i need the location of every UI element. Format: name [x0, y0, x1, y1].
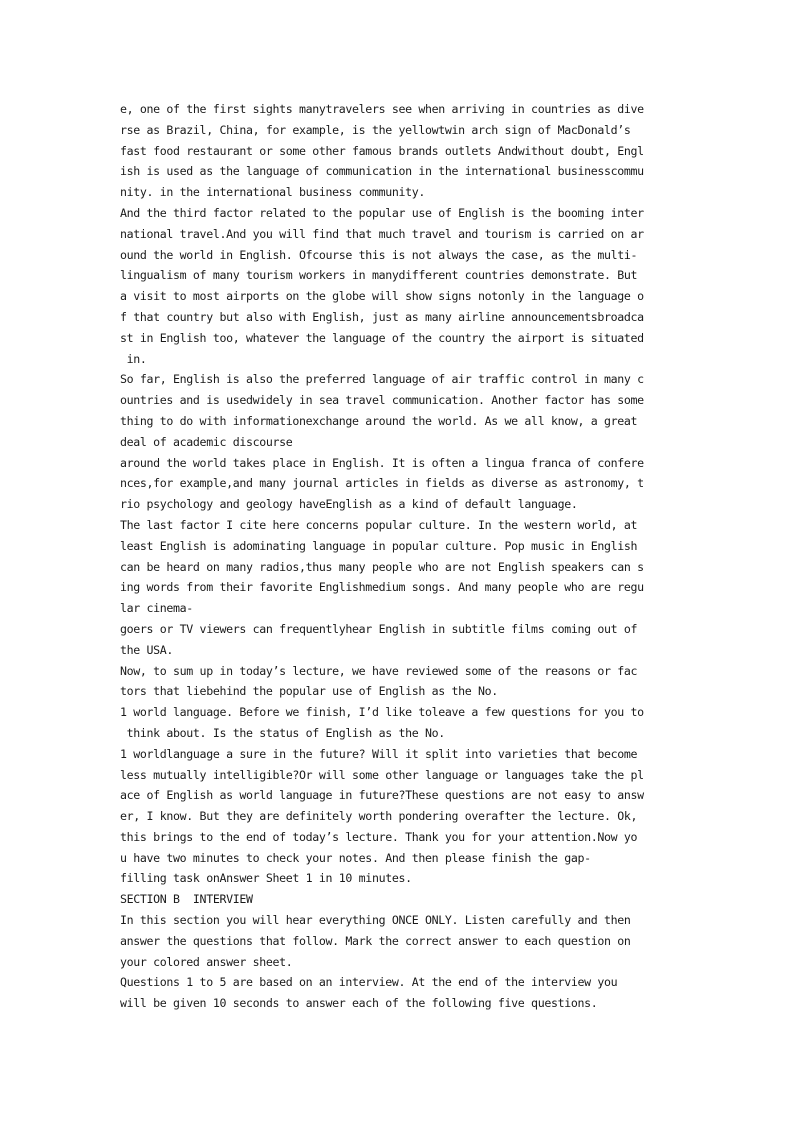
text-line: er, I know. But they are definitely worth pondering overafter the lecture. Ok, — [120, 809, 638, 824]
text-line: 1 world language. Before we finish, I’d like toleave a few questions for you to — [120, 705, 644, 720]
text-line: thing to do with informationexchange around the world. As we all know, a great — [120, 413, 638, 428]
text-line: ing words from their favorite Englishmedium songs. And many people who are regu — [120, 580, 644, 595]
text-line: a visit to most airports on the globe will show signs notonly in the language o — [120, 289, 644, 304]
text-line: can be heard on many radios,thus many people who are not English speakers can s — [120, 559, 644, 574]
text-line: ountries and is usedwidely in sea travel communication. Another factor has some — [120, 393, 644, 408]
text-line: Now, to sum up in today’s lecture, we have reviewed some of the reasons or fac — [120, 663, 638, 678]
text-line: national travel.And you will find that much travel and tourism is carried on ar — [120, 226, 644, 241]
text-line: rse as Brazil, China, for example, is the yellowtwin arch sign of MacDonald’s — [120, 122, 631, 137]
text-line: this brings to the end of today’s lecture. Thank you for your attention.Now yo — [120, 829, 638, 844]
text-line: will be given 10 seconds to answer each of the following five questions. — [120, 996, 598, 1011]
text-line: rio psychology and geology haveEnglish as a kind of default language. — [120, 497, 578, 512]
text-line: And the third factor related to the popular use of English is the booming inter — [120, 205, 644, 220]
text-line: answer the questions that follow. Mark the correct answer to each question on — [120, 933, 631, 948]
document-body — [120, 99, 680, 1014]
text-line: u have two minutes to check your notes. And then please finish the gap- — [120, 850, 591, 865]
text-line: f that country but also with English, just as many airline announcementsbroadca — [120, 309, 644, 324]
text-line: nity. in the international business community. — [120, 185, 425, 200]
text-line: The last factor I cite here concerns popular culture. In the western world, at — [120, 517, 638, 532]
text-line: goers or TV viewers can frequentlyhear English in subtitle films coming out of — [120, 621, 638, 636]
text-line: think about. Is the status of English as the No. — [120, 725, 445, 740]
text-line: So far, English is also the preferred language of air traffic control in many c — [120, 372, 644, 387]
text-line: e, one of the first sights manytravelers see when arriving in countries as dive — [120, 102, 644, 116]
text-line: around the world takes place in English. It is often a lingua franca of confere — [120, 455, 644, 470]
text-line: ace of English as world language in future?These questions are not easy to answ — [120, 788, 644, 803]
text-line: ound the world in English. Ofcourse this is not always the case, as the multi- — [120, 247, 638, 262]
text-line: ish is used as the language of communication in the international businesscommu — [120, 164, 644, 179]
text-line: tors that liebehind the popular use of English as the No. — [120, 684, 498, 699]
text-line: fast food restaurant or some other famous brands outlets Andwithout doubt, Engl — [120, 143, 644, 158]
text-line: In this section you will hear everything ONCE ONLY. Listen carefully and then — [120, 913, 631, 928]
text-line: in. — [120, 351, 147, 366]
text-line: nces,for example,and many journal articles in fields as diverse as astronomy, t — [120, 476, 644, 491]
text-line: 1 worldlanguage a sure in the future? Will it split into varieties that become — [120, 746, 638, 761]
text-line: lingualism of many tourism workers in manydifferent countries demonstrate. But — [120, 268, 638, 283]
text-line: less mutually intelligible?Or will some other language or languages take the pl — [120, 767, 644, 782]
text-line: the USA. — [120, 642, 174, 657]
text-line: Questions 1 to 5 are based on an interview. At the end of the interview you — [120, 975, 618, 990]
text-line: lar cinema- — [120, 601, 193, 616]
text-line: least English is adominating language in popular culture. Pop music in English — [120, 538, 638, 553]
text-line: filling task onAnswer Sheet 1 in 10 minutes. — [120, 871, 412, 886]
text-line: deal of academic discourse — [120, 434, 293, 449]
section-heading: SECTION B INTERVIEW — [120, 892, 253, 907]
text-line: st in English too, whatever the language of the country the airport is situated — [120, 330, 644, 345]
text-line: your colored answer sheet. — [120, 954, 293, 969]
